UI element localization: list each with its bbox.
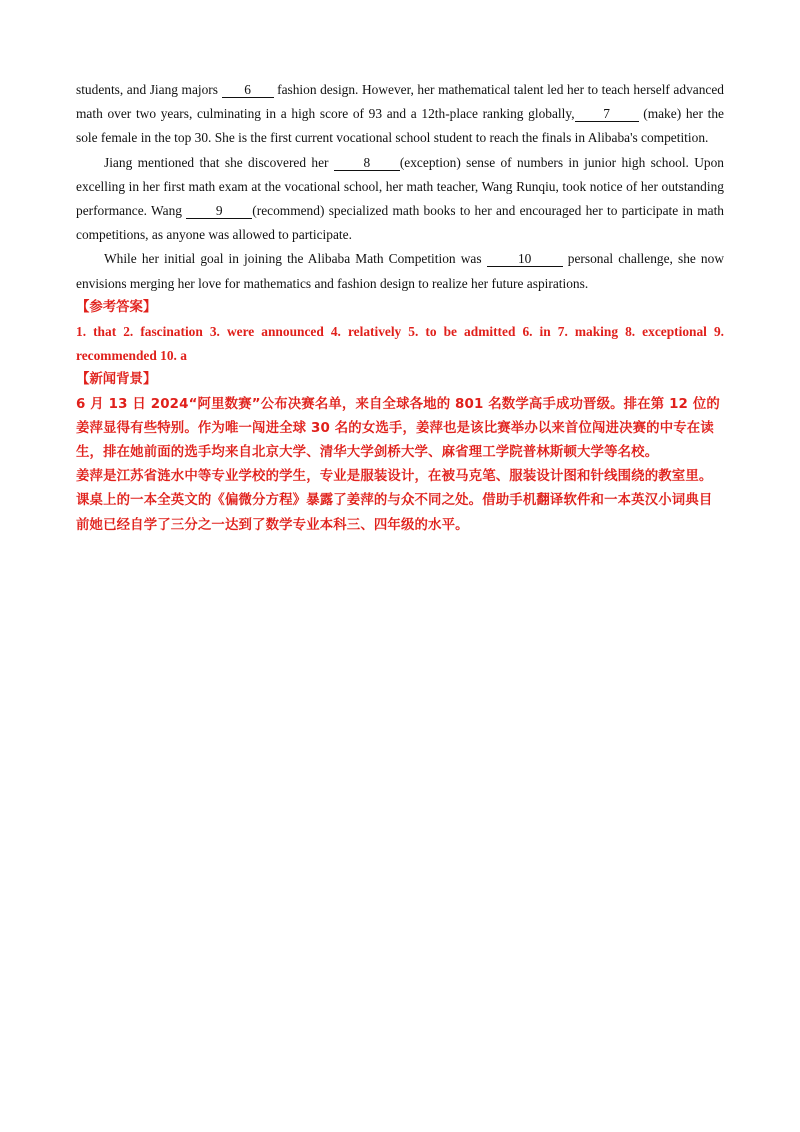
passage-text: Jiang mentioned that she discovered her	[104, 154, 329, 170]
blank-9: 9	[186, 203, 252, 219]
blank-10: 10	[487, 251, 563, 267]
answer-list: 1. that 2. fascination 3. were announced 4. relatively 5. to be admitted 6. in 7. making 8. exceptional 9. recommended 10. a	[76, 324, 724, 364]
passage-paragraph-3	[76, 247, 724, 295]
blank-8: 8	[334, 155, 400, 171]
blank-7: 7	[575, 106, 639, 122]
passage-text: (exception) sense of numbers in junior high school. Upon excelling in her first math exam at the vocational school, her math teacher, Wang Runqiu, took notice of her outstanding performance. Wang	[76, 154, 724, 219]
news-paragraph-2: 姜萍是江苏省涟水中等专业学校的学生，专业是服装设计，在被马克笔、服装设计图和针线围绕的教室里。课桌上的一本全英文的《偏微分方程》暴露了姜萍的与众不同之处。借助手机翻译软件和一本英汉小词典目前她已经自学了三分之一达到了数学专业本科三、四年级的水平。	[76, 469, 713, 533]
passage-text: fashion design. However, her mathematical talent led her to teach herself advanced math over two years, culminating in a high score of 93 and a 12th-place ranking globally,	[76, 82, 724, 122]
news-paragraph-1: 6 月 13 日 2024“阿里数赛”公布决赛名单，来自全球各地的 801 名数学高手成功晋级。排在第 12 位的姜萍显得有些特别。作为唯一闯进全球 30 名的女选手，姜萍也是该比赛举办以来首位闯进决赛的中专在读生，排在她前面的选手均来自北京大学、清华大学剑桥大学、麻省理工学院普林斯顿大学等名校。	[76, 396, 720, 461]
passage-text: (make) her the sole female in the top 30. She is the first current vocational school student to reach the finals in Alibaba's competition.	[76, 106, 724, 146]
answer-heading: 【参考答案】	[76, 299, 157, 315]
passage-text: students, and Jiang majors	[76, 82, 218, 97]
passage-paragraph-2	[76, 151, 724, 248]
document-page	[76, 78, 724, 538]
passage-text: While her initial goal in joining the Alibaba Math Competition was	[104, 251, 482, 267]
passage-paragraph-1	[76, 78, 724, 151]
blank-6: 6	[222, 82, 274, 98]
passage-text: (recommend) specialized math books to her and encouraged her to participate in math competitions, as anyone was allowed to participate.	[76, 203, 725, 243]
passage-text: personal challenge, she now envisions merging her love for mathematics and fashion design to realize her future aspirations.	[76, 251, 724, 291]
news-heading: 【新闻背景】	[76, 372, 157, 388]
